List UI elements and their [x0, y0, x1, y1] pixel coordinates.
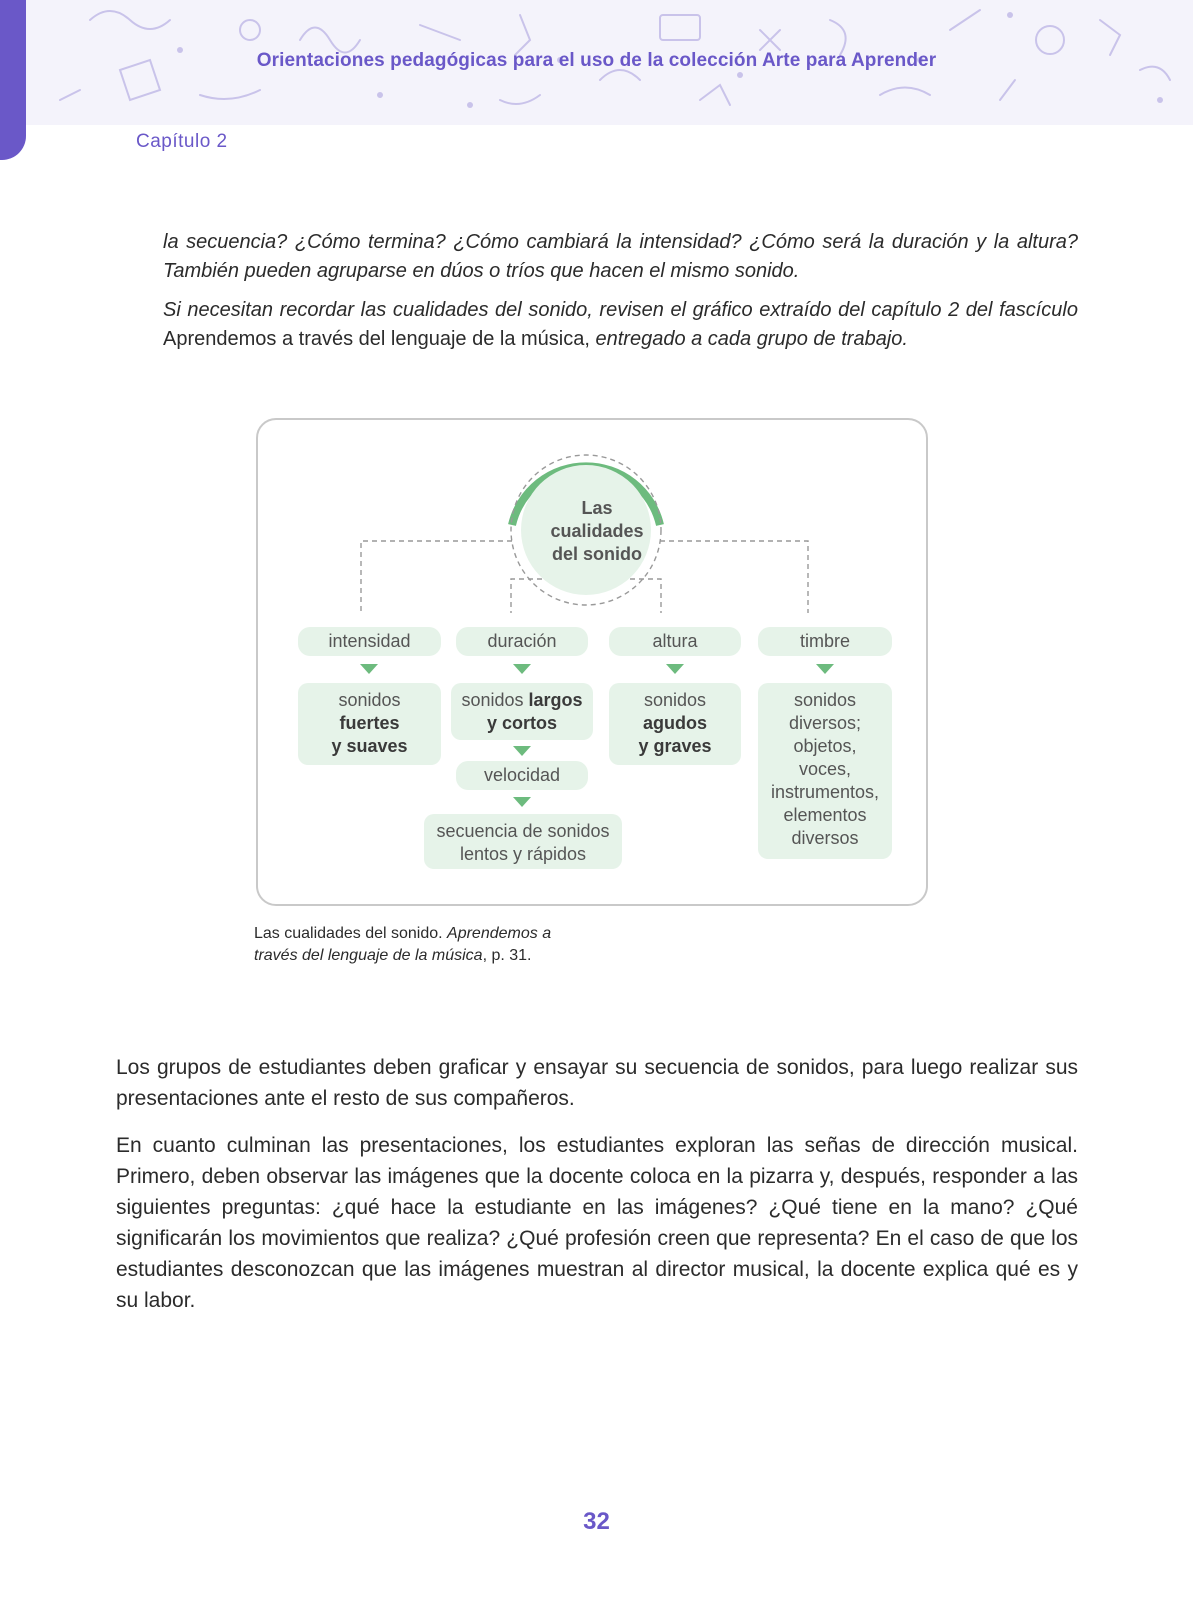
box-line: diversos — [791, 828, 859, 848]
box-line: voces, — [798, 759, 852, 779]
page-number: 32 — [583, 1508, 610, 1535]
box-line: diversos; — [788, 713, 862, 733]
intro-paragraph-2-a: Si necesitan recordar las cualidades del sonido, revisen el gráfico extraído del capítulo 2 del fascículo — [163, 299, 1078, 321]
header-title: Orientaciones pedagógicas para el uso de la colección Arte para Aprender — [256, 50, 937, 71]
chapter-label: Capítulo 2 — [136, 131, 228, 152]
box-line: sonidos — [793, 690, 857, 710]
caption-italic: Aprendemos a través del lenguaje de la música — [254, 925, 552, 964]
box-line: secuencia de sonidos — [436, 821, 610, 841]
arrow-down-icon — [360, 664, 378, 674]
category-altura: altura — [609, 627, 741, 656]
center-label — [537, 497, 657, 566]
box-line: sonidos — [643, 690, 707, 710]
timbre-description — [758, 683, 892, 859]
category-duracion: duración — [456, 627, 588, 656]
box-line: objetos, — [793, 736, 857, 756]
secuencia-description — [424, 814, 622, 869]
center-label-line: cualidades — [550, 521, 644, 541]
category-intensidad: intensidad — [298, 627, 441, 656]
intensidad-description — [298, 683, 441, 765]
box-line-bold: fuertes — [339, 713, 400, 733]
connector-timbre — [660, 541, 808, 613]
box-line-bold: y cortos — [486, 713, 558, 733]
intro-paragraph-2-c: entregado a cada grupo de trabajo. — [595, 328, 908, 350]
arrow-down-icon — [513, 664, 531, 674]
center-label-line: Las — [581, 498, 613, 518]
caption-plain: Las cualidades del sonido. — [254, 925, 443, 942]
box-line: sonidos — [461, 690, 529, 710]
connector-altura — [630, 579, 661, 613]
box-line-bold: largos — [528, 690, 583, 710]
connector-duracion — [511, 579, 542, 613]
header-band — [0, 0, 1193, 125]
category-timbre: timbre — [758, 627, 892, 656]
box-line-bold: y suaves — [331, 736, 408, 756]
arrow-down-icon — [513, 746, 531, 756]
velocidad-pill: velocidad — [456, 761, 588, 790]
box-line: sonidos — [338, 690, 401, 710]
center-label-line: del sonido — [552, 544, 642, 564]
body-text — [116, 1052, 1078, 1332]
duracion-description — [451, 683, 593, 740]
arrow-down-icon — [816, 664, 834, 674]
arrow-down-icon — [666, 664, 684, 674]
intro-text — [163, 228, 1078, 364]
body-paragraph-1: Los grupos de estudiantes deben graficar y ensayar su secuencia de sonidos, para luego realizar sus presentaciones ante el resto de sus compañeros. — [116, 1056, 1078, 1110]
box-line-bold: agudos — [642, 713, 707, 733]
connector-intensidad — [361, 541, 512, 613]
altura-description — [609, 683, 741, 765]
box-line: instrumentos, — [770, 782, 880, 802]
intro-paragraph-1: la secuencia? ¿Cómo termina? ¿Cómo cambiará la intensidad? ¿Cómo será la duración y la altura? También pueden agruparse en dúos o tríos que hacen el mismo sonido. — [163, 231, 1078, 282]
chapter-tab-marker — [0, 0, 26, 160]
caption-tail: , p. 31. — [482, 947, 532, 964]
box-line: elementos — [783, 805, 867, 825]
box-line: lentos y rápidos — [459, 844, 587, 864]
box-line-bold: y graves — [638, 736, 712, 756]
intro-book-title: Aprendemos a través del lenguaje de la música, — [163, 328, 590, 350]
diagram-caption — [254, 923, 594, 967]
arrow-down-icon — [513, 797, 531, 807]
body-paragraph-2: En cuanto culminan las presentaciones, los estudiantes exploran las señas de dirección musical. Primero, deben observar las imágenes que la docente coloca en la pizarra y, después, responder a las siguientes preguntas: ¿qué hace la estudiante en las imágenes? ¿Qué tiene en la mano? ¿Qué significarán los movimientos que realiza? ¿Qué profesión creen que representa? En el caso de que los estudiantes desconozcan que las imágenes muestran al director musical, la docente explica qué es y su labor. — [116, 1134, 1078, 1312]
